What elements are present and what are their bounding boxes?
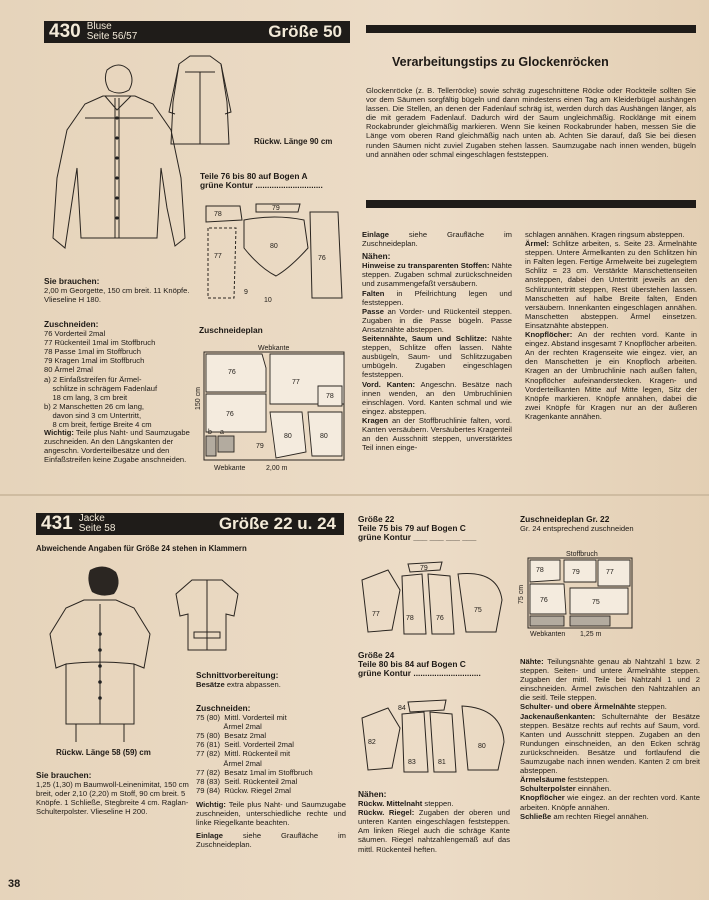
plan-piece-78: 78 (326, 393, 334, 400)
list-line: 80 Ärmel 2mal (44, 365, 93, 375)
size24-num-82: 82 (368, 739, 376, 746)
plan-title-430: Zuschneideplan (199, 325, 263, 335)
parts-title-430: Teile 76 bis 80 auf Bogen A (200, 171, 308, 181)
plan-piece-76b: 76 (226, 411, 234, 418)
size24-heading: Größe 24 Teile 80 bis 84 auf Bogen C grüne Kontur ............................. (358, 650, 481, 679)
wichtig-430: Wichtig: Teile plus Naht- und Saumzugabe zuschneiden. An den Längskanten der angeschn. Vorderteilbesätze und den Einfaßstreifen keine Zugabe anschneiden. (44, 428, 190, 465)
back-length-431: Rückw. Länge 58 (59) cm (56, 748, 151, 757)
plan431-piece-79: 79 (572, 569, 580, 576)
materials-430: Sie brauchen: 2,00 m Georgette, 150 cm breit. 11 Knöpfe. Vlieseline H 180. (44, 276, 190, 305)
size22-heading: Größe 22 Teile 75 bis 79 auf Bogen C grüne Kontur ___ ___ ___ ___ (358, 514, 477, 543)
plan-label-webkante-bottom: Webkante (214, 465, 246, 472)
instruction-paragraph: Falten in Pfeilrichtung legen und feststeppen. (362, 288, 512, 307)
plan-piece-b: b (208, 429, 212, 436)
instruction-paragraph: Ärmelsäume feststeppen. (520, 775, 610, 785)
wichtig-431: Wichtig: Teile plus Naht- und Saumzugabe zuschneiden, unterschiedliche rechte und linke Riegelkante beachten. Einlage siehe Graufläche im Zuschneideplan. (196, 800, 346, 850)
pattern-num-80: 80 (270, 243, 278, 250)
instruction-paragraph: Rückw. Riegel: Zugaben der oberen und unteren Kanten eingeschlagen feststeppen. Am linken Riegel auch die schräge Kante säumen. Riegel nahtzahlengemäß auf das mittl. Rückenteil heften. (358, 808, 510, 854)
instruction-paragraph: Schließe am rechten Riegel annähen. (520, 811, 649, 821)
plan-label-webkanten: Webkanten (530, 631, 566, 638)
size22-num-79: 79 (420, 565, 428, 572)
pattern-num-79: 79 (272, 205, 280, 212)
plan-piece-79: 79 (256, 443, 264, 450)
instruction-paragraph: Jackenaußenkanten: Schulternähte der Besätze steppen. Besätze rechts auf rechts auf Saum, vord. Kanten und Ausschnitt steppen. Zugaben an den Rundungen einschneiden, an den Ecken schräg zurückschneiden. Besätze und fortlaufend die Saumzugabe nach innen wenden. Kanten 2 cm breit absteppen. (520, 711, 700, 776)
tips-bottom-bar (366, 200, 696, 208)
blouse-back-illustration (165, 52, 235, 152)
size24-num-81: 81 (438, 759, 446, 766)
size22-num-78: 78 (406, 615, 414, 622)
instruction-paragraph: Knopflöcher: An der rechten vord. Kante in eingez. Abstand insgesamt 7 Knopflöcher arbeiten. An der rechten Kragenseite wie eingez. vier, an den Manschetten je ein Knopfloch arbeiten. Kragen an der Umbruchlinie nach außen falten, Knopflöcher aufeinanderstecken. Kragen- und Vorderteilkanten Mitte auf Mitte legen, Sitz der Knöpfe markieren. Knöpfe annähen, dabei die zwei Knöpfe für Kragen nur an der äußeren Kragenkante annähen. (525, 330, 697, 421)
garment-name: Jacke (78, 513, 105, 524)
plan431-piece-78: 78 (536, 567, 544, 574)
list-line: a) 2 Einfaßstreifen für Ärmel- (44, 374, 142, 384)
list-line: 77 (82) Mittl. Rückenteil mit (196, 749, 291, 759)
instruction-paragraph: Schulterpolster einnähen. (520, 784, 612, 794)
pattern-pieces-sketch-430 (200, 198, 350, 313)
sewing-431-col2 (520, 657, 700, 821)
header-431 (36, 513, 344, 535)
page-ref: Seite 56/57 (86, 31, 138, 42)
list-line: 76 Vorderteil 2mal (44, 329, 106, 339)
size22-num-76: 76 (436, 615, 444, 622)
instruction-paragraph: Hinweise zu transparenten Stoffen: Nähte steppen. Zugaben schmal zurückschneiden und zusammengefaßt versäubern. (362, 261, 512, 289)
list-line: b) 2 Manschetten 26 cm lang, (44, 401, 145, 411)
plan-label-stoffbruch: Stoffbruch (566, 551, 598, 558)
cutting-plan-431 (520, 552, 700, 642)
list-line: davon sind 3 cm Untertritt, (44, 410, 142, 420)
list-line: 78 (83) Seitl. Rückenteil 2mal (196, 776, 298, 786)
cutting-list-430: Zuschneiden: 76 Vorderteil 2mal 77 Rückenteil 1mal im Stoffbruch 78 Passe 1mal im Stoffbruch 79 Kragen 1mal im Stoffbruch 80 Ärmel 2mal a) 2 Einfaßstreifen für Ärmel- schlitze in schrägem Fadenlauf 18 cm lang, 3 cm breit b) 2 Manschetten 26 cm lang, davon sind 3 cm Untertritt, 8 cm breit, fertige Breite 4 cm (44, 320, 192, 429)
plan-label-webkante-top: Webkante (258, 345, 290, 352)
plan-label-length-431: 1,25 m (580, 631, 602, 638)
instruction-paragraph: Passe an Vorder- und Rückenteil steppen. Zugaben in die Passe bügeln. Passe Ansatznähte absteppen. (362, 306, 512, 334)
size-note-431: Abweichende Angaben für Größe 24 stehen in Klammern (36, 544, 247, 553)
plan-piece-80b: 80 (320, 433, 328, 440)
pattern-num-78: 78 (214, 211, 222, 218)
header-430 (44, 21, 350, 43)
pattern-num-76: 76 (318, 255, 326, 262)
size24-num-84: 84 (398, 705, 406, 712)
instruction-paragraph: schlagen annähen. Kragen ringsum absteppen. (525, 230, 685, 239)
size-label: Größe 50 (268, 22, 342, 41)
instruction-paragraph: Kragen an der Stoffbruchlinie falten, vord. Kanten versäubern. Versäubertes Kragenteil an den Ausschnitt steppen, unverstärktes Teil innen einge- (362, 415, 512, 453)
instruction-paragraph: Nähte: Teilungsnähte genau ab Nahtzahl 1 bzw. 2 steppen. Seiten- und untere Ärmelnähte steppen. Zugaben der mittl. Teile bei Nahtzahl 1 und 2 einschneiden. Ärmel zwischen den Nahtzahlen an die seitl. Teile steppen. (520, 657, 700, 703)
size22-num-77: 77 (372, 611, 380, 618)
list-line: schlitze in schrägem Fadenlauf (44, 383, 158, 393)
list-line: Ärmel 2mal (196, 722, 262, 732)
size24-num-83: 83 (408, 759, 416, 766)
instruction-paragraph: Knopflöcher wie eingez. an der rechten vord. Kante arbeiten. Knöpfe annähen. (520, 793, 700, 812)
cutting-list-431: Zuschneiden: 75 (80) Mittl. Vorderteil mit Ärmel 2mal 75 (80) Besatz 2mal 76 (81) Seitl. Vorderteil 2mal 77 (82) Mittl. Rückenteil mit Ärmel 2mal 77 (82) Besatz 1mal im Stoffbruch 78 (83) Seitl. Rückenteil 2mal 79 (84) Rückw. Riegel 2mal (196, 704, 346, 795)
plan431-piece-76: 76 (540, 597, 548, 604)
materials-431: Sie brauchen: 1,25 (1,30) m Baumwoll-Leinenimitat, 150 cm breit, oder 2,10 (2,20) m Stoff, 90 cm breit. 5 Knöpfe. 1 Schließe, Stegbreite 4 cm. Raglan-Schulterpolster. Vlieseline H 200. (36, 770, 189, 817)
plan-heading-431: Zuschneideplan Gr. 22 Gr. 24 entsprechend zuschneiden (520, 514, 634, 534)
plan-piece-76a: 76 (228, 369, 236, 376)
back-length-430: Rückw. Länge 90 cm (254, 137, 333, 146)
plan-label-width-431: 75 cm (518, 584, 525, 604)
list-line: 76 (81) Seitl. Vorderteil 2mal (196, 740, 294, 750)
plan-piece-77: 77 (292, 379, 300, 386)
parts-sub-430: grüne Kontur ............................. (200, 180, 323, 191)
plan431-piece-75: 75 (592, 599, 600, 606)
cutting-plan-430 (195, 345, 350, 472)
tips-text: Glockenröcke (z. B. Tellerröcke) sowie schräg zugeschnittene Röcke oder Rockteile sollten Sie vor dem Säumen sorgfältig bügeln und dann mindestens einen Tag am Kleiderbügel aushängen lassen. Die Stellen, an denen der Fadenlauf schräg ist, werden durch das Aushängen länger, als die mit geradem Fadenlauf. Dadurch wird der Saum ungleichmäßig. Rocklänge mit einem Rockabrunder gleichmäßig markieren. Wenn Sie keinen Rockabrunder haben, messen Sie die Länge vom oberen Rand gleichmäßig nach unten ab. Achten Sie darauf, daß Sie bei diesen runden Säumen nicht zuviel Zugaben stehen lassen. Saumzugabe nach innen wenden, bügeln und annähen oder schmal eingeschlagen feststeppen. (366, 86, 696, 159)
list-line: 77 (82) Besatz 1mal im Stoffbruch (196, 767, 313, 777)
list-line: 18 cm lang, 3 cm breit (44, 392, 128, 402)
prep-431: Schnittvorbereitung: Besätze extra abpassen. (196, 670, 281, 690)
list-line: 79 (84) Rückw. Riegel 2mal (196, 785, 291, 795)
sewing-431-col1: Nähen: Rückw. Mittelnaht steppen. Rückw. Riegel: Zugaben der oberen und unteren Kanten eingeschlagen feststeppen. Am linken Riegel auch die schräge Kante säumen. Riegel nahtzahlengemäß auf das mittl. Rückenteil heften. (358, 789, 510, 854)
garment-name: Bluse (86, 21, 112, 32)
instruction-paragraph: Seitennähte, Saum und Schlitze: Nähte steppen, Schlitze offen lassen. Nähte ausbügeln, Saum- und Schlitzzugaben umbügeln. Zugaben eingeschlagen feststeppen. (362, 334, 512, 380)
plan-piece-80a: 80 (284, 433, 292, 440)
pattern-pieces-size22 (358, 560, 508, 640)
pattern-pieces-size24 (358, 698, 508, 778)
instruction-paragraph: Rückw. Mittelnaht steppen. (358, 799, 454, 809)
list-line: 77 Rückenteil 1mal im Stoffbruch (44, 338, 156, 348)
jacket-back-illustration (172, 576, 242, 658)
section-divider (0, 494, 709, 496)
list-line: 8 cm breit, fertige Breite 4 cm (44, 420, 152, 430)
size24-num-80: 80 (478, 743, 486, 750)
size22-num-75: 75 (474, 607, 482, 614)
pattern-num-10: 10 (264, 297, 272, 304)
instruction-paragraph: Ärmel: Schlitze arbeiten, s. Seite 23. Ärmelnähte steppen. Untere Ärmelkanten zu den Schlitzen hin in Falten legen. Fertige Ärmelweite bei zugelegtem Schlitz = 23 cm. Verstärkte Manschettenseiten ansteppen, dabei den Untertritt jeweils an den Schlitzuntertritt steppen, Rest überstehen lassen. Manschetten auf halbe Breite falten, Enden versäubern. Innenkanten eingeschlagen annähen. Manschetten absteppen. Ärmel einsetzen. Einsatznähte absteppen. (525, 239, 697, 330)
jacket-front-illustration (36, 564, 166, 744)
plan-label-length: 2,00 m (266, 465, 288, 472)
instruction-paragraph: Schulter- und obere Ärmelnähte steppen. (520, 702, 667, 712)
page-ref: Seite 58 (78, 523, 116, 534)
pattern-num-9: 9 (244, 289, 248, 296)
instruction-paragraph: Vord. Kanten: Angeschn. Besätze nach innen wenden, an den Umbruchlinien einschlagen. Vord. Kanten schmal und wie eingez. absteppen. (362, 379, 513, 416)
pattern-number: 431 (41, 513, 73, 534)
instructions-430-col1: Einlage siehe Graufläche im Zuschneideplan. Nähen: Hinweise zu transparenten Stoffen: Nähte steppen. Zugaben schmal zurückschneiden und zusammengefaßt versäubern. Falten in Pfeilrichtung legen und feststeppen. Passe an Vorder- und Rückenteil steppen. Zugaben in die Passe bügeln. Passe Ansatznähte absteppen. Seitennähte, Saum und Schlitze: Nähte steppen, Schlitze offen lassen. Nähte ausbügeln, Saum- und Schlitzzugaben umbügeln. Zugaben eingeschlagen feststeppen. Vord. Kanten: Angeschn. Besätze nach innen wenden, an den Umbruchlinien einschlagen. Vord. Kanten schmal und wie eingez. absteppen. Kragen an der Stoffbruchlinie falten, vord. Kanten versäubern. Versäubertes Kragenteil an den Ausschnitt steppen, unverstärktes Teil innen einge- (362, 230, 513, 453)
instructions-430-col2 (525, 230, 697, 421)
pattern-num-77: 77 (214, 253, 222, 260)
tips-top-bar (366, 25, 696, 33)
list-line: 79 Kragen 1mal im Stoffbruch (44, 356, 145, 366)
list-line: 75 (80) Besatz 2mal (196, 731, 267, 741)
tips-title: Verarbeitungstips zu Glockenröcken (392, 55, 609, 69)
list-line: Ärmel 2mal (196, 758, 262, 768)
pattern-number: 430 (49, 21, 81, 42)
list-line: 75 (80) Mittl. Vorderteil mit (196, 713, 287, 723)
page-number: 38 (8, 878, 21, 890)
size-label: Größe 22 u. 24 (218, 514, 336, 533)
plan-piece-a: a (220, 429, 224, 436)
plan-label-width: 150 cm (195, 387, 202, 410)
list-line: 78 Passe 1mal im Stoffbruch (44, 347, 141, 357)
plan431-piece-77: 77 (606, 569, 614, 576)
